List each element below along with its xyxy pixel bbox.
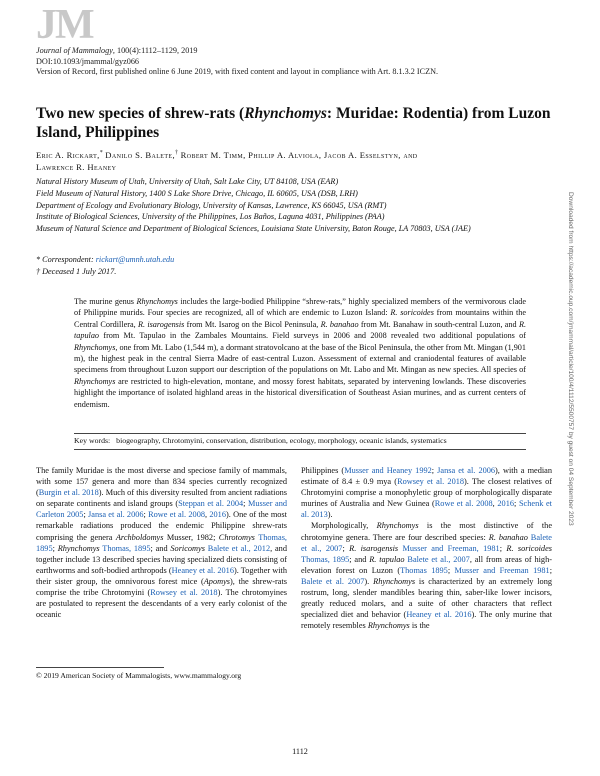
keywords-top-rule: [74, 433, 526, 434]
abstract: The murine genus Rhynchomys includes the large-bodied Philippine “shrew-rats,” highly specialized members of the vermivorous clade of Philippine murids. Four species are recognized, all of which are endemic to Luzon Island: R. soricoides from mountains within the Central Cordillera, R. isarogensis from Mt. Isarog on the Bicol Peninsula, R. banahao from Mt. Banahaw in south-central Luzon, and R. tapulao from Mt. Tapulao in the Zambales Mountains. Field surveys in 2006 and 2008 revealed two additional populations of Rhynchomys, one from Mt. Labo (1,544 m), a dormant stratovolcano at the base of the Bicol Peninsula, the other from Mt. Mingan (1,901 m), the highest peak in the central Sierra Madre of east-central Luzon. Assessment of external and craniodental features of available specimens from throughout Luzon support our description of the populations on Mt. Labo and Mt. Mingan as new species. All species of Rhynchomys are restricted to high-elevation, montane, and mossy forest habitats, separated by intervening lowlands. These discoveries highlight the importance of isolated highland areas in the historical diversification of Southeast Asian murines, and as current centers of endemism.: [74, 297, 526, 409]
citation-link[interactable]: Thomas, 1895: [102, 543, 151, 553]
body-paragraph: The family Muridae is the most diverse and speciose family of mammals, with some 157 genera and more than 834 species currently recognized (Burgin et al. 2018). Much of this diversity resulted from ancient radiations on separate continents and island groups (Steppan et al. 2004; Musser and Carleton 2005; Jansa et al. 2006; Rowe et al. 2008, 2016). One of the most remarkable radiations produced the endemic Philippine shrew-rats comprising the genera Archboldomys Musser, 1982; Chrotomys Thomas, 1895; Rhynchomys Thomas, 1895; and Soricomys Balete et al., 2012, and together include 13 described species having specialized diets consisting of earthworms and soft-bodied arthropods (Heaney et al. 2016). Together with their sister group, the omnivorous forest mice (Apomys), the shrew-rats comprise the tribe Chrotomyini (Rowsey et al. 2018). The chrotomyines are postulated to represent the descendants of a very early colonist of the oceanic: [36, 466, 288, 620]
article-title: Two new species of shrew-rats (Rhynchomys: Muridae: Rodentia) from Luzon Island, Philippines: [36, 105, 551, 141]
keywords-bottom-rule: [74, 449, 526, 450]
author: Danilo S. Balete,: [105, 149, 176, 160]
citation-link[interactable]: Jansa et al. 2006: [437, 466, 496, 475]
affiliation: Museum of Natural Science and Department of Biological Sciences, Louisiana State University, Baton Rouge, LA 70803, USA (JAE): [36, 224, 471, 234]
citation-link[interactable]: Schenk et al. 2013: [301, 499, 552, 520]
citation: , 100(4):1112–1129, 2019: [112, 46, 198, 55]
citation-link[interactable]: Balete et al., 2007: [301, 532, 552, 553]
affiliation: Natural History Museum of Utah, University of Utah, Salt Lake City, UT 84108, USA (EAR): [36, 177, 339, 186]
citation-link[interactable]: Burgin et al. 2018: [38, 488, 99, 498]
affiliation: Department of Ecology and Evolutionary Biology, University of Kansas, Lawrence, KS 66045, USA (RMT): [36, 200, 387, 210]
citation-link[interactable]: Musser and Freeman, 1981: [402, 543, 500, 553]
citation-link[interactable]: Jansa et al. 2006: [88, 510, 144, 520]
version-note: Version of Record, first published online 6 June 2019, with fixed content and layout in compliance with Art. 8.1.3.2 ICZN.: [36, 67, 439, 76]
citation-link[interactable]: Thomas 1895: [400, 565, 448, 575]
journal-logo: JM: [36, 2, 93, 48]
body-paragraph: Philippines (Musser and Heaney 1992; Jansa et al. 2006), with a median estimate of 8.4 ± 0.9 mya (Rowsey et al. 2018). The closest relatives of Chrotomyini comprise a monophyletic group of morphologically disparate murines of Australia and New Guinea (Rowe et al. 2008, 2016; Schenk et al. 2013).: [301, 466, 552, 520]
copyright: © 2019 American Society of Mammalogists, www.mammalogy.org: [36, 671, 242, 680]
download-note[interactable]: Downloaded from https://academic.oup.com/jmammal/article/100/4/1112/5500757 by guest on 04 September 2023: [567, 192, 574, 526]
citation-link[interactable]: Balete et al., 2012: [207, 543, 271, 553]
affiliation: Field Museum of Natural History, 1400 S Lake Shore Drive, Chicago, IL 60605, USA (DSB, LRH): [36, 188, 358, 198]
citation-link[interactable]: 2016: [209, 510, 226, 520]
citation-link[interactable]: Balete et al., 2007: [407, 554, 470, 564]
doi[interactable]: DOI:10.1093/jmammal/gyz066: [36, 56, 140, 66]
body-column-right: [301, 465, 552, 631]
keywords-list: biogeography, Chrotomyini, conservation, distribution, ecology, morphology, oceanic islands, systematics: [116, 436, 447, 445]
citation-link[interactable]: Musser and Freeman 1981: [454, 565, 550, 575]
author-list: [36, 147, 556, 173]
deceased-note: † Deceased 1 July 2017.: [36, 266, 117, 276]
citation-link[interactable]: Heaney et al. 2016: [406, 610, 472, 620]
citation-link[interactable]: Rowsey et al. 2018: [397, 477, 465, 487]
citation-link[interactable]: Steppan et al. 2004: [178, 499, 244, 509]
citation-link[interactable]: Musser and Carleton 2005: [36, 499, 287, 520]
correspondence: * Correspondent: rickart@umnh.utah.edu † Deceased 1 July 2017.: [36, 254, 556, 278]
keywords-label: Key words:: [74, 436, 111, 445]
deceased-mark: †: [175, 150, 179, 156]
author: Eric A. Rickart,: [36, 149, 100, 160]
author: Robert M. Timm, Phillip A. Alviola, Jacob A. Esselstyn, and: [180, 149, 418, 160]
citation-link[interactable]: Musser and Heaney 1992: [344, 466, 432, 475]
citation-link[interactable]: Rowe et al. 2008: [148, 510, 205, 520]
citation-link[interactable]: Rowsey et al. 2018: [150, 588, 218, 598]
journal-header: [36, 46, 556, 78]
citation-link[interactable]: Thomas, 1895: [301, 554, 350, 564]
page-number: 1112: [292, 747, 308, 756]
title-genus: Rhynchomys: [244, 105, 327, 122]
download-sidebar: [566, 192, 576, 692]
citation-link[interactable]: Heaney et al. 2016: [171, 565, 234, 575]
body-column-left: [36, 465, 287, 620]
citation-link[interactable]: Rowe et al. 2008: [434, 499, 493, 509]
affiliation: Institute of Biological Sciences, University of the Philippines, Los Baños, Laguna 4031, Philippines (PAA): [36, 212, 385, 222]
keywords: [74, 436, 526, 446]
citation-link[interactable]: Balete et al. 2007: [301, 576, 365, 586]
corresponding-mark: *: [99, 150, 103, 156]
citation-link[interactable]: Thomas, 1895: [36, 532, 287, 553]
body-paragraph: Morphologically, Rhynchomys is the most distinctive of the chrotomyine genera. There are four described species: R. banahao Balete et al., 2007; R. isarogensis Musser and Freeman, 1981; R. soricoides Thomas, 1895; and R. tapulao Balete et al., 2007, all from areas of high-elevation forest on Luzon (Thomas 1895; Musser and Freeman 1981; Balete et al. 2007). Rhynchomys is characterized by an extremely long rostrum, long, slender mandibles bearing thin, saber-like lower incisors, greatly reduced molars, and a suite of other characters that reflect specialized diet and behavior (Heaney et al. 2016). The only murine that remotely resembles Rhynchomys is the: [301, 521, 553, 631]
citation-link[interactable]: 2016: [497, 499, 514, 509]
affiliations: [36, 176, 556, 235]
email-link[interactable]: rickart@umnh.utah.edu: [95, 255, 175, 264]
author: Lawrence R. Heaney: [36, 161, 117, 172]
journal-name: Journal of Mammalogy: [36, 46, 113, 55]
footer-rule: [36, 667, 164, 668]
